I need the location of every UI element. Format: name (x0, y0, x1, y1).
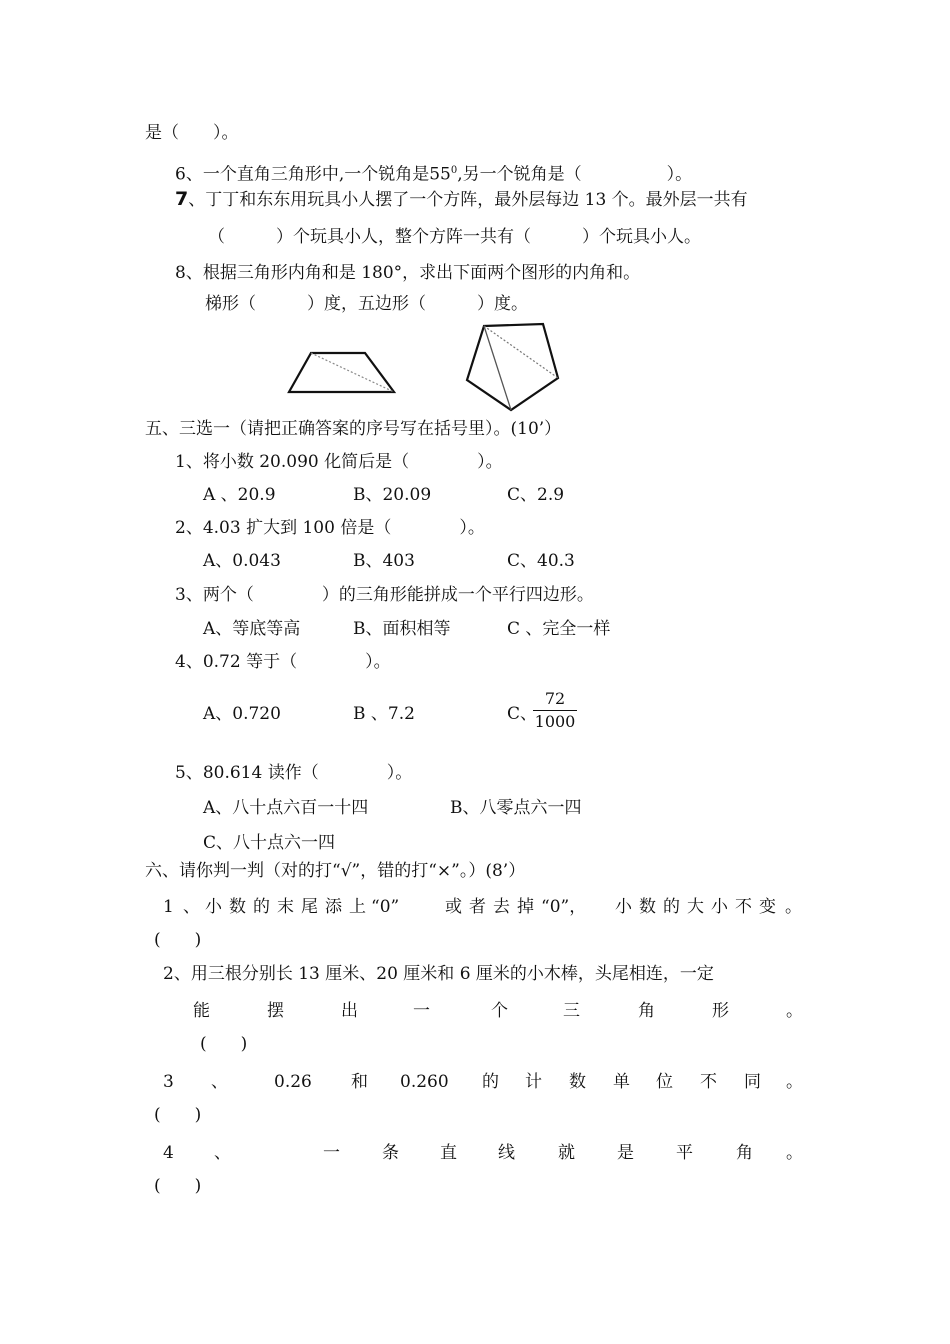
pentagon-diagonal-1 (484, 326, 558, 378)
s5-q4-option-b: B 、7.2 (353, 704, 415, 724)
s6-q3-segment: 的 (482, 1072, 499, 1092)
s5-question-2: 2、4.03 扩大到 100 倍是（ ）。 (175, 518, 485, 538)
s6-q1-segment: 添 (325, 897, 342, 917)
s6-q3-paren: ( ) (154, 1105, 202, 1125)
s6-q1-segment: 不 (735, 897, 752, 917)
degree-mark: 0 (450, 165, 458, 176)
s6-q3-segment: 0.260 (400, 1072, 449, 1092)
trapezoid-diagonal (311, 353, 394, 392)
s6-q4-segment: 。 (786, 1143, 803, 1163)
s6-q1-segment: 者 (469, 897, 486, 917)
s5-q5-option-b: B、八零点六一四 (450, 798, 582, 818)
pentagon-figure (455, 315, 570, 415)
s6-q4-segment: 平 (676, 1143, 693, 1163)
s6-q1-segment: 末 (277, 897, 294, 917)
s5-q2-option-a: A、0.043 (203, 551, 281, 571)
s5-question-4: 4、0.72 等于（ ）。 (175, 652, 391, 672)
fraction-bar (533, 710, 577, 711)
s6-q1-segment: 或 (445, 897, 462, 917)
s6-q4-segment: 角 (736, 1143, 753, 1163)
s5-q1-option-a: A 、20.9 (203, 485, 276, 505)
s5-question-3: 3、两个（ ）的三角形能拼成一个平行四边形。 (175, 585, 594, 605)
s6-q2-segment: 出 (341, 1001, 358, 1021)
s5-q2-option-b: B、403 (353, 551, 415, 571)
s6-q3-segment: 、 (211, 1072, 228, 1092)
s6-q3-segment: 0.26 (274, 1072, 312, 1092)
s6-q3-segment: 同 (744, 1072, 761, 1092)
question-6-text: 6、一个直角三角形中,一个锐角是55 (175, 164, 451, 185)
question-8: 8、根据三角形内角和是 180°，求出下面两个图形的内角和。 (175, 263, 641, 283)
s6-q3-segment: 。 (786, 1072, 803, 1092)
s6-q3-segment: 数 (569, 1072, 586, 1092)
s5-q4-option-a: A、0.720 (203, 704, 281, 724)
s6-q3-segment: 不 (700, 1072, 717, 1092)
s5-q3-option-a: A、等底等高 (203, 619, 301, 639)
s6-q4-paren: ( ) (154, 1176, 202, 1196)
s6-question-2: 2、用三根分别长 13 厘米、20 厘米和 6 厘米的小木棒，头尾相连，一定 (163, 964, 714, 984)
fraction (533, 690, 577, 731)
s5-q5-option-a: A、八十点六百一十四 (203, 798, 369, 818)
fraction-numerator: 72 (544, 689, 566, 708)
s6-q1-segment: “0”， (541, 897, 587, 917)
q5-tail-line: 是（ ）。 (145, 123, 239, 143)
s6-q1-paren: ( ) (154, 930, 202, 950)
s5-q3-option-c: C 、完全一样 (507, 619, 611, 639)
section-6-title: 六、请你判一判（对的打“√”，错的打“×”。）(8’） (145, 861, 526, 881)
s6-q1-segment: 、 (183, 897, 200, 917)
s6-q1-segment: “0” (371, 897, 400, 917)
question-7 (175, 188, 748, 211)
s6-q1-segment: 小 (711, 897, 728, 917)
s6-q1-segment: 小 (615, 897, 632, 917)
s6-q3-segment: 和 (351, 1072, 368, 1092)
trapezoid-shape (289, 353, 394, 392)
fraction-denominator: 1000 (534, 712, 576, 731)
s6-q1-segment: 的 (663, 897, 680, 917)
s6-q4-segment: 、 (214, 1143, 231, 1163)
question-7-number: 7 (175, 188, 189, 210)
s6-q1-segment: 大 (687, 897, 704, 917)
s6-q2-segment: 一 (413, 1001, 430, 1021)
s6-q1-segment: 尾 (301, 897, 318, 917)
pentagon-diagonal-2 (484, 326, 511, 410)
s6-q4-segment: 是 (617, 1143, 634, 1163)
s5-q5-option-c: C、八十点六一四 (203, 833, 336, 853)
question-8-blanks: 梯形（ ）度，五边形（ ）度。 (205, 294, 528, 314)
section-5-title: 五、三选一（请把正确答案的序号写在括号里）。(10’） (145, 419, 562, 439)
s6-q3-segment: 位 (656, 1072, 673, 1092)
s6-q1-segment: 数 (229, 897, 246, 917)
s6-q3-segment: 单 (613, 1072, 630, 1092)
s6-q4-segment: 就 (558, 1143, 575, 1163)
s6-q1-segment: 1 (163, 897, 174, 917)
s6-q1-segment: 。 (785, 897, 802, 917)
s6-q4-segment: 直 (440, 1143, 457, 1163)
s6-q4-segment: 条 (382, 1143, 399, 1163)
pentagon-shape (467, 324, 558, 410)
s5-q3-option-b: B、面积相等 (353, 619, 451, 639)
s6-q1-segment: 变 (759, 897, 776, 917)
s6-q1-segment: 小 (205, 897, 222, 917)
s5-q1-option-b: B、20.09 (353, 485, 432, 505)
s6-q2-segment: 。 (786, 1001, 803, 1021)
s6-q1-segment: 掉 (517, 897, 534, 917)
s5-q2-option-c: C、40.3 (507, 551, 575, 571)
s6-q1-segment: 去 (493, 897, 510, 917)
s6-q1-segment: 的 (253, 897, 270, 917)
question-7-line2: （ ）个玩具小人，整个方阵一共有（ ）个玩具小人。 (208, 227, 701, 247)
s5-question-5: 5、80.614 读作（ ）。 (175, 763, 413, 783)
s5-q1-option-c: C、2.9 (507, 485, 565, 505)
s6-q3-segment: 3 (163, 1072, 174, 1092)
s6-q2-paren: ( ) (200, 1034, 248, 1054)
s6-q3-segment: 计 (525, 1072, 542, 1092)
s6-q4-segment: 线 (498, 1143, 515, 1163)
question-7-text: 、丁丁和东东用玩具小人摆了一个方阵，最外层每边 13 个。最外层一共有 (188, 190, 748, 210)
s6-q2-segment: 摆 (267, 1001, 284, 1021)
trapezoid-figure (280, 345, 405, 400)
s6-q1-segment: 上 (349, 897, 366, 917)
s6-q2-segment: 角 (638, 1001, 655, 1021)
s6-q4-segment: 一 (323, 1143, 340, 1163)
s6-q1-segment: 数 (639, 897, 656, 917)
s6-q2-segment: 个 (491, 1001, 508, 1021)
question-6-rest: ,另一个锐角是（ ）。 (457, 164, 693, 185)
s6-q2-segment: 三 (563, 1001, 580, 1021)
s5-question-1: 1、将小数 20.090 化简后是（ ）。 (175, 452, 503, 472)
question-6 (175, 160, 692, 186)
s5-q4-option-c: C、 (507, 704, 538, 724)
s6-q4-segment: 4 (163, 1143, 174, 1163)
s6-q2-segment: 形 (712, 1001, 729, 1021)
s6-q2-segment: 能 (193, 1001, 210, 1021)
